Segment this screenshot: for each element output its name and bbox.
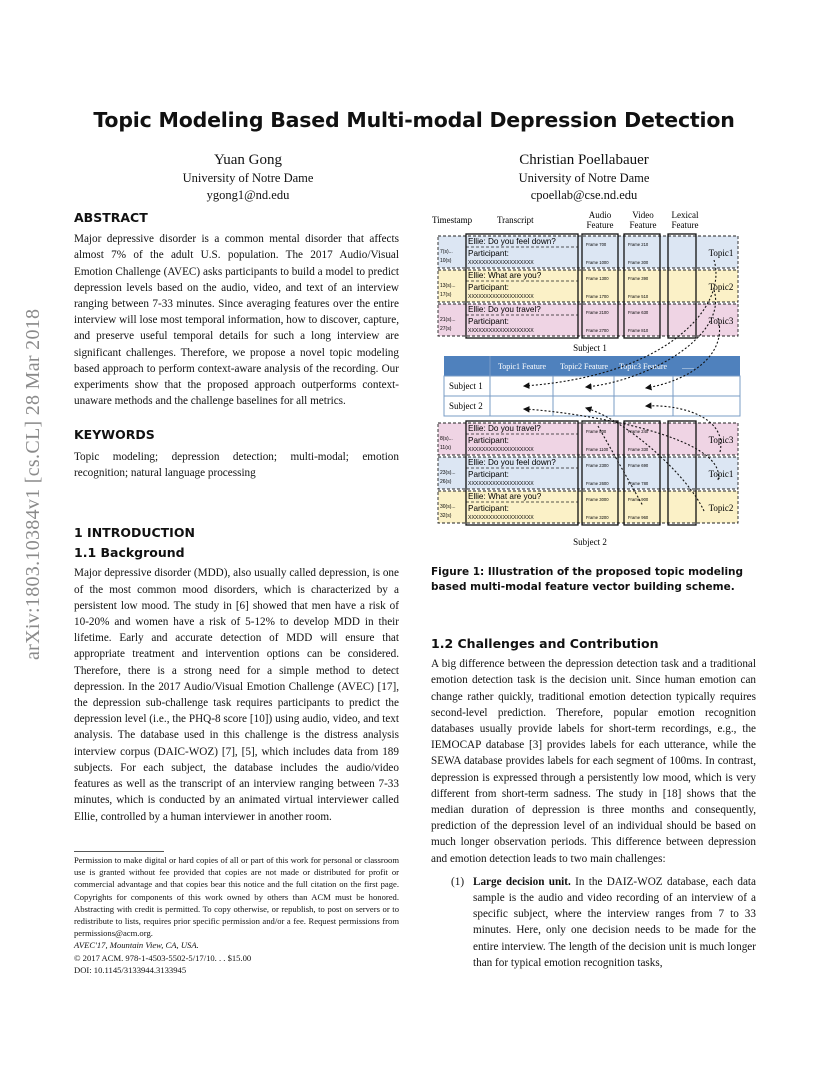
video-frame-start: Frame 690	[628, 463, 649, 468]
participant-answer: XXXXXXXXXXXXXXXXXXX	[468, 481, 534, 487]
participant-answer: XXXXXXXXXXXXXXXXXXX	[468, 447, 534, 453]
topic-label: Topic2	[708, 282, 734, 292]
col-header-transcript: Transcript	[497, 215, 534, 225]
figure-caption: Figure 1: Illustration of the proposed topic modeling based multi-modal feature vector building scheme.	[431, 566, 744, 593]
timestamp-start: 23(s)...	[440, 470, 456, 476]
ellie-question: Ellie: What are you?	[468, 271, 542, 280]
topic-label: Topic2	[708, 503, 734, 513]
timestamp-start: 13(s)...	[440, 283, 456, 289]
audio-frame-end: Frame 1700	[586, 294, 609, 299]
col-header-lexical-1: Lexical	[671, 210, 699, 220]
participant-label: Participant:	[468, 470, 509, 479]
feature-header-topic2: Topic2 Feature	[559, 362, 609, 371]
ellie-question: Ellie: Do you travel?	[468, 424, 541, 433]
timestamp-end: 17(s)	[440, 292, 452, 298]
video-frame-end: Frame 330	[628, 447, 649, 452]
timestamp-end: 26(s)	[440, 479, 452, 485]
participant-answer: XXXXXXXXXXXXXXXXXXX	[468, 328, 534, 334]
audio-frame-start: Frame 1300	[586, 276, 609, 281]
timestamp-end: 10(s)	[440, 258, 452, 264]
audio-frame-end: Frame 3200	[586, 515, 609, 520]
figure-1-diagram	[428, 206, 758, 551]
video-frame-start: Frame 240	[628, 429, 649, 434]
video-frame-end: Frame 780	[628, 481, 649, 486]
subject-1-label: Subject 1	[573, 343, 607, 353]
topic-label: Topic1	[708, 469, 734, 479]
subject-2-row	[438, 423, 738, 455]
ellie-question: Ellie: Do you feel down?	[468, 237, 556, 246]
author-affiliation: University of Notre Dame	[182, 171, 314, 185]
list-number: (1)	[451, 875, 465, 888]
author-affiliation: University of Notre Dame	[518, 171, 650, 185]
abstract-heading: ABSTRACT	[74, 210, 148, 225]
audio-frame-start: Frame 2100	[586, 310, 609, 315]
abstract-text: Major depressive disorder is a common mental disorder that affects almost 7% of the adult U.S. population. The 2017 Audio/Visual Emotion Challenge (AVEC) asks participants to build a model to predict depression levels based on the audio, video, and text of an interview ranging between 7-33 minutes. Since averaging features over the entire interview will lose most temporal information, how to discover, capture, and preserve useful temporal details for such a long interview are significant challenges. Therefore, we propose a novel topic modeling based approach to perform context-aware analysis of the recording. Our experiments show that the proposed approach outperforms context-unaware methods and the challenge baselines for all metrics.	[74, 233, 399, 408]
keywords-text: Topic modeling; depression detection; multi-modal; emotion recognition; natural language processing	[74, 450, 399, 479]
video-frame-start: Frame 210	[628, 242, 649, 247]
author-block-1	[140, 151, 356, 204]
audio-frame-start: Frame 700	[586, 242, 607, 247]
audio-frame-end: Frame 2700	[586, 328, 609, 333]
author-name: Yuan Gong	[214, 152, 282, 168]
video-frame-end: Frame 300	[628, 260, 649, 265]
author-email: ygong1@nd.edu	[206, 188, 290, 202]
audio-frame-start: Frame 800	[586, 429, 607, 434]
col-header-audio-1: Audio	[588, 210, 612, 220]
list-item-text: In the DAIZ-WOZ database, each data sample is the audio and video recording of an interview of a specific subject, where the interview ranges from 7 to 33 minutes. Here, only one decision needs to be made for the entire interview. The length of the decision unit is much longer than for typical emotion recognition tasks,	[473, 875, 756, 969]
section-heading-introduction: 1 INTRODUCTION	[74, 525, 195, 541]
arxiv-identifier: arXiv:1803.10384v1 [cs.CL] 28 Mar 2018	[22, 308, 44, 660]
author-email: cpoellab@cse.nd.edu	[530, 188, 638, 202]
video-frame-end: Frame 810	[628, 328, 649, 333]
feature-header-topic3: Topic3 Feature	[618, 362, 668, 371]
timestamp-start: 21(s)...	[440, 317, 456, 323]
feature-row-subject-1: Subject 1	[449, 381, 483, 391]
participant-label: Participant:	[468, 283, 509, 292]
paper-title: Topic Modeling Based Multi-modal Depression Detection	[93, 108, 735, 132]
subject-2-row	[438, 457, 738, 489]
video-frame-start: Frame 900	[628, 497, 649, 502]
video-frame-start: Frame 390	[628, 276, 649, 281]
ellie-question: Ellie: Do you travel?	[468, 305, 541, 314]
author-block-2	[466, 151, 702, 204]
audio-frame-end: Frame 1100	[586, 447, 609, 452]
audio-frame-end: Frame 2600	[586, 481, 609, 486]
topic-label: Topic3	[708, 435, 734, 445]
subject-1-rows	[438, 236, 738, 336]
participant-answer: XXXXXXXXXXXXXXXXXXX	[468, 260, 534, 266]
participant-answer: XXXXXXXXXXXXXXXXXXX	[468, 294, 534, 300]
subject-2-rows	[438, 423, 738, 523]
video-frame-start: Frame 630	[628, 310, 649, 315]
col-header-audio-2: Feature	[586, 220, 614, 230]
participant-label: Participant:	[468, 249, 509, 258]
footnote-rule	[74, 851, 164, 852]
background-text: Major depressive disorder (MDD), also usually called depression, is one of the most common mood disorders, which is characterized by a persistent low mood. The study in [6] showed that men have a risk of 10-20% and women have a risk of 5-12% to develop MDD in their lifetime. Early and accurate detection of MDD will ensure that appropriate treatment and intervention options can be considered. Therefore, there is a strong need for a simple method to detect depression. In the 2017 Audio/Visual Emotion Challenge (AVEC) [17], the depression sub-challenge task requires participants to predict the depression level (i.e., the PHQ-8 score [10]) using audio, video, and text analysis. The database used in this challenge is the distress analysis interview corpus (DAIC-WOZ) [7], [5], which includes data from 189 subjects. For each subject, the database includes the audio/video features as well as the transcript of an interview ranging between 7-33 minutes, which is conducted by an animated virtual interviewer called Ellie, controlled by a human interviewer in another room.	[74, 567, 399, 823]
subject-2-row	[438, 491, 738, 523]
timestamp-start: 30(s)...	[440, 504, 456, 510]
timestamp-end: 11(s)	[440, 445, 452, 451]
topic-label: Topic3	[708, 316, 734, 326]
video-frame-end: Frame 510	[628, 294, 649, 299]
subject-1-row	[438, 236, 738, 268]
subject-2-label: Subject 2	[573, 537, 607, 547]
challenge-list-item-1	[431, 874, 756, 971]
keywords-heading: KEYWORDS	[74, 427, 155, 443]
author-name: Christian Poellabauer	[519, 152, 649, 168]
feature-row-subject-2: Subject 2	[449, 401, 483, 411]
timestamp-end: 32(s)	[440, 513, 452, 519]
subject-1-row	[438, 304, 738, 336]
doi-line: DOI: 10.1145/3133944.3133945	[74, 964, 187, 975]
conference-venue: AVEC'17, Mountain View, CA, USA.	[74, 940, 199, 951]
participant-label: Participant:	[468, 504, 509, 513]
feature-header-more: ......	[682, 362, 694, 371]
participant-label: Participant:	[468, 317, 509, 326]
col-header-lexical-2: Feature	[671, 220, 699, 230]
audio-frame-start: Frame 3000	[586, 497, 609, 502]
right-column	[431, 636, 756, 971]
col-header-timestamp: Timestamp	[432, 215, 473, 225]
copyright-footnote	[74, 854, 399, 976]
list-item-title: Large decision unit.	[473, 875, 571, 888]
left-column	[74, 210, 399, 825]
col-header-video-2: Feature	[629, 220, 657, 230]
topic-label: Topic1	[708, 248, 734, 258]
subject-1-row	[438, 270, 738, 302]
audio-frame-end: Frame 1000	[586, 260, 609, 265]
participant-label: Participant:	[468, 436, 509, 445]
copyright-line: © 2017 ACM. 978-1-4503-5502-5/17/10. . . $15.00	[74, 952, 252, 963]
timestamp-end: 27(s)	[440, 326, 452, 332]
permission-text: Permission to make digital or hard copies of all or part of this work for personal or classroom use is granted without fee provided that copies are not made or distributed for profit or commercial advantage and that copies bear this notice and the full citation on the first page. Copyrights for components of this work owned by others than ACM must be honored. Abstracting with credit is permitted. To copy otherwise, or republish, to post on servers or to redistribute to lists, requires prior specific permission and/or a fee. Request permissions from permissions@acm.org.	[74, 855, 399, 939]
timestamp-start: 7(s)...	[440, 249, 453, 255]
subsection-heading-background: 1.1 Background	[74, 545, 185, 561]
subsection-heading-challenges: 1.2 Challenges and Contribution	[431, 636, 659, 651]
ellie-question: Ellie: What are you?	[468, 492, 542, 501]
challenges-text: A big difference between the depression detection task and a traditional emotion detection task is the decision unit. Since human emotion can change rather quickly, traditional emotion detection typically requires second-level prediction. Therefore, popular emotion recognition databases usually provide labels for short-term recordings, e.g., the IEMOCAP database [3] provides labels for each utterance, while the SEWA database provides labels for each segment of 100ms. In contrast, depression is expressed through a persistently low mood, which is very different from short-term sadness. The study in [18] shows that the median duration of depression is three months and consequently, prediction of the depression level of an individual should be based on much longer observation periods. This difference between depression and emotion detection leads to two main challenges:	[431, 658, 756, 865]
participant-answer: XXXXXXXXXXXXXXXXXXX	[468, 515, 534, 521]
feature-header-topic1: Topic1 Feature	[497, 362, 547, 371]
ellie-question: Ellie: Do you feel down?	[468, 458, 556, 467]
audio-frame-start: Frame 2300	[586, 463, 609, 468]
timestamp-start: 8(s)...	[440, 436, 453, 442]
video-frame-end: Frame 960	[628, 515, 649, 520]
col-header-video-1: Video	[632, 210, 654, 220]
